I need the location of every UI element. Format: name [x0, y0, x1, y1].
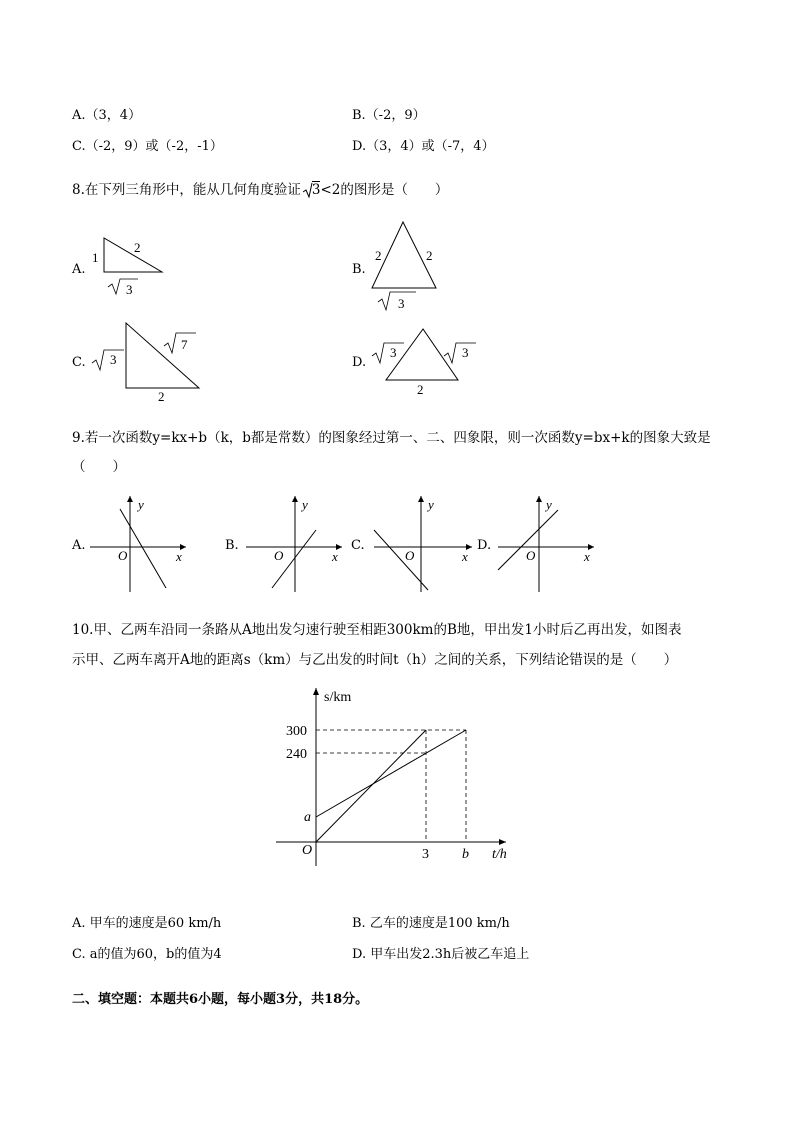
q7-option-c: C.（-2，9）或（-2，-1） [72, 139, 223, 154]
q9-a-x-label: x [176, 549, 182, 564]
q9-stem-line1: 9.若一次函数y=kx+b（k，b都是常数）的图象经过第一、二、四象限，则一次函数y=bx+k的图象大致是 [72, 430, 711, 446]
q7-option-d: D.（3，4）或（-7，4） [352, 139, 495, 154]
q8-c-left-sqrt-icon [92, 350, 124, 370]
q8-a-bottom-label: 3 [126, 282, 133, 297]
q8-a-hyp-label: 2 [134, 240, 141, 255]
q10-y-arrow-icon [313, 688, 319, 695]
q8-option-c-letter: C. [72, 355, 86, 370]
q8-stem-post: 的图形是（ ） [340, 182, 449, 198]
q9-d-y-label: y [546, 497, 552, 512]
q9-b-origin-label: O [274, 548, 284, 563]
q8-b-bottom-label: 3 [398, 296, 405, 311]
q9-graph-d [494, 492, 598, 596]
q10-origin-label: O [302, 843, 313, 858]
q8-a-sqrt-icon [108, 279, 138, 294]
q9-graph-a [86, 492, 190, 596]
q10-stem-line1: 10.甲、乙两车沿同一条路从A地出发匀速行驶至相距300km的B地，甲出发1小时后乙再出发，如图表 [72, 622, 682, 638]
q8-figure-b [368, 218, 452, 318]
q8-figure-d [368, 326, 486, 398]
q9-d-x-label: x [584, 549, 590, 564]
q8-triangle-d [386, 329, 458, 380]
q8-b-right-label: 2 [426, 248, 433, 263]
q8-figure-c [88, 318, 208, 402]
q9-option-d-letter: D. [477, 538, 492, 553]
q9-c-y-arrow-icon [418, 496, 424, 502]
q9-c-y-label: y [428, 497, 434, 512]
section2-heading: 二、填空题：本题共6小题，每小题3分，共18分。 [72, 992, 369, 1007]
q8-c-bottom-label: 2 [158, 389, 165, 402]
q9-option-b-letter: B. [225, 538, 239, 553]
q8-b-left-label: 2 [375, 248, 382, 263]
q8-d-left-sqrt-icon [372, 343, 404, 363]
q9-option-a-letter: A. [72, 538, 86, 553]
q10-option-b: B. 乙车的速度是100 km/h [352, 916, 510, 931]
q10-graph [270, 680, 530, 870]
q8-figure-a [86, 228, 176, 300]
q8-b-sqrt-icon [378, 292, 416, 310]
q10-x-axis-label: t/h [492, 847, 507, 862]
q8-stem [72, 178, 448, 198]
q9-b-y-arrow-icon [292, 496, 298, 502]
q7-option-a: A.（3，4） [72, 108, 142, 123]
q9-a-y-arrow-icon [127, 496, 133, 502]
q9-stem-line2: （ ） [72, 459, 126, 475]
q8-d-right-label: 3 [462, 345, 469, 360]
q9-c-origin-label: O [405, 548, 415, 563]
q8-triangle-a [104, 238, 162, 272]
q10-y-axis-label: s/km [324, 690, 352, 705]
q10-option-d: D. 甲车出发2.3h后被乙车追上 [352, 947, 530, 962]
q9-graph-c [370, 492, 476, 596]
q9-graph-b [242, 492, 346, 596]
q9-b-y-label: y [302, 497, 308, 512]
q9-a-origin-label: O [118, 548, 128, 563]
q10-tick-a: a [304, 810, 311, 825]
q8-stem-mid: <2 [320, 182, 341, 198]
q10-option-c: C. a的值为60，b的值为4 [72, 947, 222, 962]
q10-line-jia [316, 730, 466, 817]
q7-option-b: B.（-2，9） [352, 108, 426, 123]
q8-stem-pre: 8.在下列三角形中，能从几何角度验证 [72, 182, 301, 198]
q9-d-origin-label: O [526, 548, 536, 563]
q8-option-a-letter: A. [72, 262, 86, 277]
q8-d-left-label: 3 [390, 345, 397, 360]
q8-sqrt-arg: 3 [311, 182, 321, 198]
q8-d-right-sqrt-icon [444, 343, 476, 363]
q10-line-yi [316, 730, 426, 842]
q8-c-hyp-label: 7 [181, 337, 188, 352]
q8-a-left-label: 1 [92, 250, 99, 265]
q9-option-c-letter: C. [351, 538, 365, 553]
q8-option-d-letter: D. [352, 355, 367, 370]
q8-d-bottom-label: 2 [417, 382, 424, 397]
q9-d-y-arrow-icon [536, 496, 542, 502]
q8-c-left-label: 3 [110, 352, 117, 367]
q10-tick-3: 3 [422, 847, 429, 862]
q9-b-x-label: x [332, 549, 338, 564]
q10-option-a: A. 甲车的速度是60 km/h [72, 916, 222, 931]
q10-tick-b: b [462, 847, 469, 862]
q8-c-hyp-sqrt-icon [164, 333, 196, 353]
sqrt-sign-icon [303, 182, 321, 198]
q10-x-arrow-icon [499, 839, 506, 845]
q10-tick-300: 300 [286, 724, 307, 739]
q9-c-line [374, 530, 428, 590]
q8-option-b-letter: B. [352, 262, 366, 277]
q10-tick-240: 240 [286, 747, 307, 762]
q10-stem-line2: 示甲、乙两车离开A地的距离s（km）与乙出发的时间t（h）之间的关系，下列结论错误的是（ ） [72, 652, 678, 668]
q9-a-y-label: y [138, 497, 144, 512]
q9-c-x-label: x [462, 549, 468, 564]
